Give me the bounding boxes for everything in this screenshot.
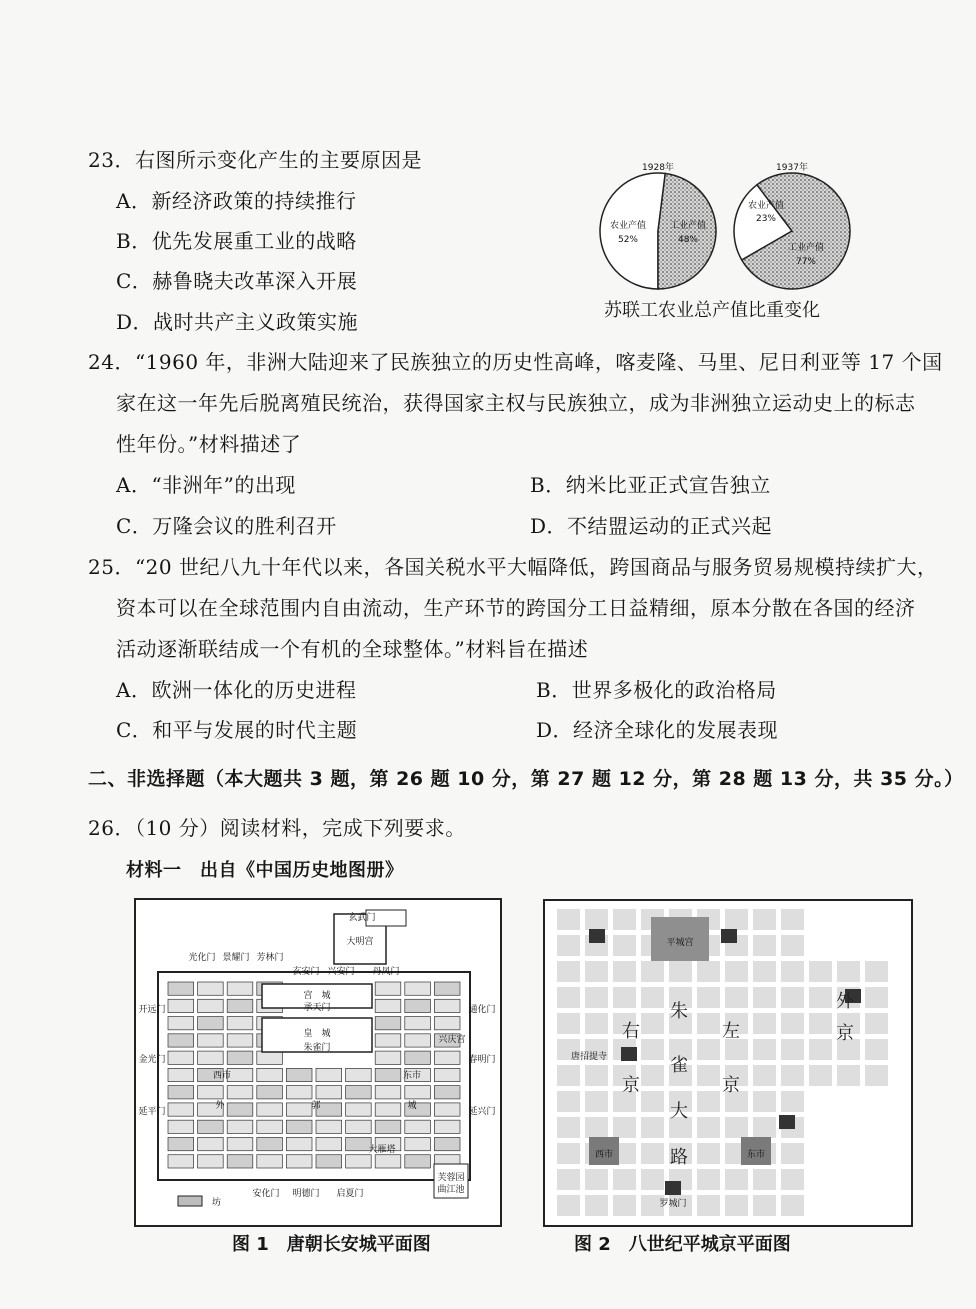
label-yanping: 延平门 bbox=[138, 1107, 166, 1117]
chart-title: 苏联工农业总产值比重变化 bbox=[604, 300, 820, 321]
label-wai: 外 bbox=[215, 1101, 225, 1111]
ward-block bbox=[405, 1155, 431, 1168]
ward-block bbox=[434, 999, 460, 1012]
city-block bbox=[697, 1013, 720, 1034]
label-furong: 芙蓉园 bbox=[437, 1173, 465, 1183]
label-pingcheng: 平城宫 bbox=[666, 938, 694, 948]
city-block bbox=[753, 935, 776, 956]
city-block bbox=[753, 961, 776, 982]
ward-block bbox=[375, 1017, 401, 1030]
city-block bbox=[697, 961, 720, 982]
city-block bbox=[641, 1169, 664, 1190]
city-block bbox=[781, 987, 804, 1008]
ward-block bbox=[257, 1137, 283, 1150]
label-zuo: 左 bbox=[722, 1021, 740, 1042]
pie1-agri-value: 52% bbox=[617, 235, 639, 245]
city-block bbox=[809, 1039, 832, 1060]
ward-block bbox=[227, 1086, 253, 1099]
ward-block bbox=[375, 1155, 401, 1168]
ward-block bbox=[316, 1137, 342, 1150]
label-tangzhao: 唐招提寺 bbox=[570, 1052, 608, 1062]
pie1-agri-label: 农业产值 bbox=[609, 221, 647, 231]
ward-block bbox=[405, 999, 431, 1012]
label-guanghua: 光化门 bbox=[188, 953, 216, 963]
city-block bbox=[697, 1195, 720, 1216]
ward-block bbox=[168, 999, 194, 1012]
ward-block bbox=[346, 1068, 372, 1081]
label-luocheng: 罗城门 bbox=[659, 1199, 687, 1209]
ward-block bbox=[257, 1068, 283, 1081]
ward-block bbox=[405, 1017, 431, 1030]
pie1-ind-value: 48% bbox=[677, 235, 699, 245]
ward-block bbox=[286, 1120, 312, 1133]
q24-option-b: B．纳米比亚正式宣告独立 bbox=[530, 473, 771, 497]
ward-block bbox=[198, 1120, 224, 1133]
ward-block bbox=[405, 1120, 431, 1133]
city-block bbox=[585, 1117, 608, 1138]
label-jinguang: 金光门 bbox=[138, 1055, 166, 1065]
city-block bbox=[613, 987, 636, 1008]
q25-option-a: A．欧洲一体化的历史进程 bbox=[116, 678, 357, 702]
city-block bbox=[809, 987, 832, 1008]
city-block bbox=[725, 1169, 748, 1190]
q25-option-c: C．和平与发展的时代主题 bbox=[116, 718, 358, 742]
city-block bbox=[781, 1195, 804, 1216]
city-block bbox=[697, 1117, 720, 1138]
city-block bbox=[837, 1065, 860, 1086]
material-1-label: 材料一 出自《中国历史地图册》 bbox=[126, 860, 404, 881]
city-block bbox=[781, 1039, 804, 1060]
city-block bbox=[753, 1039, 776, 1060]
ward-block bbox=[434, 1068, 460, 1081]
pie1-ind-label: 工业产值 bbox=[669, 221, 707, 231]
city-block bbox=[669, 961, 692, 982]
pie-chart-figure bbox=[592, 158, 862, 293]
q26-stem: 26．（10 分）阅读材料，完成下列要求。 bbox=[88, 816, 466, 840]
ward-block bbox=[168, 982, 194, 995]
ward-block bbox=[257, 1051, 283, 1064]
city-block bbox=[641, 1039, 664, 1060]
ward-block bbox=[316, 1068, 342, 1081]
city-block bbox=[585, 1169, 608, 1190]
city-block bbox=[725, 909, 748, 930]
label-xishi: 西市 bbox=[212, 1071, 232, 1081]
city-block bbox=[865, 1013, 888, 1034]
ward-block bbox=[316, 1086, 342, 1099]
ward-block bbox=[405, 982, 431, 995]
city-block bbox=[613, 1195, 636, 1216]
ward-block bbox=[346, 1155, 372, 1168]
city-block bbox=[753, 1091, 776, 1112]
ward-block bbox=[434, 1051, 460, 1064]
label-dayan: 大雁塔 bbox=[368, 1145, 396, 1155]
ward-block bbox=[375, 1103, 401, 1116]
label-qujiang: 曲江池 bbox=[437, 1185, 465, 1195]
city-block bbox=[809, 961, 832, 982]
city-block bbox=[557, 1169, 580, 1190]
label-xiananmen: 玄安门 bbox=[292, 967, 320, 977]
ward-block bbox=[346, 1103, 372, 1116]
city-block bbox=[753, 1117, 776, 1138]
label-anhua: 安化门 bbox=[252, 1189, 280, 1199]
ward-block bbox=[375, 1051, 401, 1064]
city-block bbox=[557, 1117, 580, 1138]
pie-slice-industry bbox=[658, 173, 716, 289]
ward-block bbox=[434, 1017, 460, 1030]
ward-block bbox=[198, 999, 224, 1012]
ward-block bbox=[316, 1120, 342, 1133]
city-block bbox=[557, 1065, 580, 1086]
ward-block bbox=[405, 1086, 431, 1099]
q25-line-3: 活动逐渐联结成一个有机的全球整体。”材料旨在描述 bbox=[116, 637, 589, 661]
ward-block bbox=[198, 982, 224, 995]
ward-block bbox=[286, 1068, 312, 1081]
city-block bbox=[725, 1039, 748, 1060]
ward-block bbox=[405, 1137, 431, 1150]
city-block bbox=[809, 1065, 832, 1086]
ward-block bbox=[168, 1120, 194, 1133]
city-block bbox=[557, 1091, 580, 1112]
city-block bbox=[781, 961, 804, 982]
ward-block bbox=[434, 1137, 460, 1150]
city-block bbox=[753, 1013, 776, 1034]
city-block bbox=[725, 1117, 748, 1138]
ward-block bbox=[168, 1017, 194, 1030]
label-zhuque: 朱雀门 bbox=[303, 1043, 331, 1053]
q24-option-d: D．不结盟运动的正式兴起 bbox=[530, 514, 773, 538]
label-daming: 大明宫 bbox=[346, 937, 374, 947]
ward-block bbox=[198, 1155, 224, 1168]
pie2-year: 1937年 bbox=[776, 163, 808, 173]
pie2-ind-value: 77% bbox=[795, 257, 817, 267]
label-qixia: 启夏门 bbox=[336, 1189, 364, 1199]
city-block bbox=[697, 1091, 720, 1112]
city-block bbox=[753, 909, 776, 930]
label-waijing: 京 bbox=[836, 1023, 854, 1044]
city-block bbox=[781, 1143, 804, 1164]
ward-block bbox=[346, 1086, 372, 1099]
heijokyo-map bbox=[543, 899, 913, 1227]
city-block bbox=[865, 961, 888, 982]
label-que: 雀 bbox=[670, 1055, 688, 1076]
section-2-heading: 二、非选择题（本大题共 3 题，第 26 题 10 分，第 27 题 12 分，第 28 题 13 分，共 35 分。） bbox=[88, 768, 964, 790]
ward-block bbox=[227, 1103, 253, 1116]
ward-block bbox=[375, 1086, 401, 1099]
ward-block bbox=[168, 1155, 194, 1168]
city-block bbox=[557, 1143, 580, 1164]
q23-option-d: D．战时共产主义政策实施 bbox=[116, 310, 359, 334]
ward-block bbox=[257, 1155, 283, 1168]
city-block bbox=[585, 1065, 608, 1086]
label-tonghua: 通化门 bbox=[468, 1005, 496, 1015]
ward-block bbox=[375, 982, 401, 995]
city-block bbox=[613, 1117, 636, 1138]
label-mingde: 明德门 bbox=[292, 1189, 320, 1199]
city-block bbox=[557, 935, 580, 956]
label-chunming: 春明门 bbox=[468, 1055, 496, 1065]
fig2-caption: 图 2 八世纪平城京平面图 bbox=[574, 1234, 791, 1255]
ward-block bbox=[257, 1103, 283, 1116]
label-youjing: 京 bbox=[622, 1075, 640, 1096]
city-block bbox=[781, 1169, 804, 1190]
q23-option-c: C．赫鲁晓夫改革深入开展 bbox=[116, 269, 358, 293]
label-xingan: 兴安门 bbox=[327, 967, 355, 977]
ward-block bbox=[227, 1017, 253, 1030]
q25-option-d: D．经济全球化的发展表现 bbox=[536, 718, 779, 742]
ward-block bbox=[227, 1120, 253, 1133]
q25-option-b: B．世界多极化的政治格局 bbox=[536, 678, 777, 702]
label-jingyao: 景耀门 bbox=[222, 953, 250, 963]
city-block bbox=[781, 1091, 804, 1112]
city-block bbox=[613, 1169, 636, 1190]
label-dongshi: 东市 bbox=[746, 1150, 766, 1160]
ward-block bbox=[227, 1068, 253, 1081]
ward-block bbox=[198, 1051, 224, 1064]
label-kaiyuan: 开远门 bbox=[138, 1005, 166, 1015]
ward-block bbox=[286, 1137, 312, 1150]
city-block bbox=[865, 1039, 888, 1060]
label-lu: 路 bbox=[670, 1147, 688, 1168]
city-block bbox=[753, 987, 776, 1008]
q23-option-a: A．新经济政策的持续推行 bbox=[116, 189, 357, 213]
ward-block bbox=[375, 1068, 401, 1081]
label-dongshi: 东市 bbox=[402, 1071, 422, 1081]
ward-block bbox=[434, 982, 460, 995]
ward-block bbox=[375, 1120, 401, 1133]
city-block bbox=[613, 909, 636, 930]
ward-block bbox=[168, 1034, 194, 1047]
ward-block bbox=[434, 1120, 460, 1133]
pie2-ind-label: 工业产值 bbox=[787, 243, 825, 253]
ward-block bbox=[286, 1103, 312, 1116]
pie2-agri-value: 23% bbox=[755, 214, 777, 224]
ward-block bbox=[227, 982, 253, 995]
city-block bbox=[697, 1039, 720, 1060]
city-block bbox=[557, 1013, 580, 1034]
label-xingqing: 兴庆宫 bbox=[438, 1035, 466, 1045]
city-block bbox=[781, 935, 804, 956]
city-block bbox=[557, 1195, 580, 1216]
ward-block bbox=[375, 999, 401, 1012]
ward-block bbox=[375, 1034, 401, 1047]
ward-block bbox=[198, 1017, 224, 1030]
city-block bbox=[585, 909, 608, 930]
q24-line-2: 家在这一年先后脱离殖民统治，获得国家主权与民族独立，成为非洲独立运动史上的标志 bbox=[116, 391, 916, 415]
pie-slice-agriculture bbox=[600, 173, 665, 289]
ward-block bbox=[316, 1155, 342, 1168]
pie-1928 bbox=[600, 173, 716, 289]
label-zuojing: 京 bbox=[722, 1075, 740, 1096]
city-block bbox=[781, 1013, 804, 1034]
city-block bbox=[725, 1195, 748, 1216]
city-block bbox=[557, 961, 580, 982]
ward-block bbox=[227, 1034, 253, 1047]
label-da: 大 bbox=[670, 1101, 688, 1122]
city-block bbox=[585, 1013, 608, 1034]
city-block bbox=[641, 961, 664, 982]
q23-option-b: B．优先发展重工业的战略 bbox=[116, 229, 357, 253]
fig1-caption: 图 1 唐朝长安城平面图 bbox=[232, 1234, 431, 1255]
ward-block bbox=[198, 1034, 224, 1047]
ward-block bbox=[227, 1051, 253, 1064]
city-block bbox=[585, 987, 608, 1008]
label-fanglin: 芳林门 bbox=[256, 953, 284, 963]
q24-option-c: C．万隆会议的胜利召开 bbox=[116, 514, 337, 538]
city-block bbox=[641, 1013, 664, 1034]
ward-block bbox=[168, 1051, 194, 1064]
city-block bbox=[697, 1065, 720, 1086]
city-block bbox=[641, 1143, 664, 1164]
ward-block bbox=[286, 1086, 312, 1099]
q23-stem: 23．右图所示变化产生的主要原因是 bbox=[88, 148, 422, 172]
ward-block bbox=[257, 1120, 283, 1133]
city-block bbox=[865, 987, 888, 1008]
label-xishi: 西市 bbox=[594, 1150, 614, 1160]
q25-line-2: 资本可以在全球范围内自由流动，生产环节的跨国分工日益精细，原本分散在各国的经济 bbox=[116, 596, 916, 620]
city-block bbox=[641, 987, 664, 1008]
city-block bbox=[753, 1065, 776, 1086]
q24-line-1: 24．“1960 年，非洲大陆迎来了民族独立的历史性高峰，喀麦隆、马里、尼日利亚等 17 个国 bbox=[88, 350, 943, 374]
ward-block bbox=[168, 1103, 194, 1116]
q24-line-3: 性年份。”材料描述了 bbox=[116, 432, 302, 456]
label-chengtian: 承天门 bbox=[303, 1003, 331, 1013]
label-wai: 外 bbox=[836, 991, 854, 1012]
ward-block bbox=[434, 1086, 460, 1099]
pie-1937 bbox=[734, 173, 850, 289]
ward-block bbox=[168, 1137, 194, 1150]
city-block bbox=[697, 987, 720, 1008]
q25-line-1: 25．“20 世纪八九十年代以来，各国关税水平大幅降低，跨国商品与服务贸易规模持续扩大， bbox=[88, 555, 938, 579]
ward-block bbox=[168, 1068, 194, 1081]
city-block bbox=[753, 1195, 776, 1216]
pie1-year: 1928年 bbox=[642, 163, 674, 173]
ward-block bbox=[405, 1051, 431, 1064]
label-danfeng: 丹凤门 bbox=[372, 967, 400, 977]
label-yanxing: 延兴门 bbox=[468, 1107, 496, 1117]
ward-block bbox=[346, 1120, 372, 1133]
ward-block bbox=[346, 1137, 372, 1150]
label-legend-fang: 坊 bbox=[212, 1198, 222, 1208]
city-block bbox=[613, 961, 636, 982]
city-block bbox=[613, 935, 636, 956]
ward-block bbox=[168, 1086, 194, 1099]
q24-option-a: A．“非洲年”的出现 bbox=[116, 473, 296, 497]
ward-block bbox=[227, 1155, 253, 1168]
label-zhu: 朱 bbox=[670, 1001, 688, 1022]
city-block bbox=[725, 987, 748, 1008]
city-block bbox=[697, 1143, 720, 1164]
ward-block bbox=[227, 999, 253, 1012]
city-block bbox=[865, 1065, 888, 1086]
city-block bbox=[641, 1065, 664, 1086]
city-block bbox=[557, 987, 580, 1008]
ward-block bbox=[257, 1086, 283, 1099]
label-xuanwu: 玄武门 bbox=[348, 913, 376, 923]
city-block bbox=[585, 961, 608, 982]
ward-block bbox=[286, 1155, 312, 1168]
city-block bbox=[781, 1065, 804, 1086]
city-block bbox=[585, 1091, 608, 1112]
block-grid bbox=[557, 909, 888, 1216]
label-you: 右 bbox=[622, 1021, 640, 1042]
label-gongcheng: 宫 城 bbox=[303, 991, 331, 1001]
changan-map bbox=[134, 898, 502, 1227]
city-block bbox=[781, 909, 804, 930]
label-cheng: 城 bbox=[407, 1101, 417, 1111]
ward-block bbox=[227, 1137, 253, 1150]
label-guo: 郭 bbox=[311, 1101, 321, 1111]
city-block bbox=[641, 1117, 664, 1138]
city-block bbox=[837, 961, 860, 982]
ward-block bbox=[198, 1137, 224, 1150]
city-block bbox=[809, 1013, 832, 1034]
city-block bbox=[557, 909, 580, 930]
ward-block bbox=[405, 1034, 431, 1047]
city-block bbox=[753, 1169, 776, 1190]
ward-block bbox=[198, 1086, 224, 1099]
city-block bbox=[641, 1091, 664, 1112]
city-block bbox=[585, 1195, 608, 1216]
city-block bbox=[697, 1169, 720, 1190]
label-huangcheng: 皇 城 bbox=[303, 1029, 331, 1039]
city-block bbox=[725, 961, 748, 982]
ward-block bbox=[434, 1103, 460, 1116]
pie2-agri-label: 农业产值 bbox=[747, 201, 785, 211]
